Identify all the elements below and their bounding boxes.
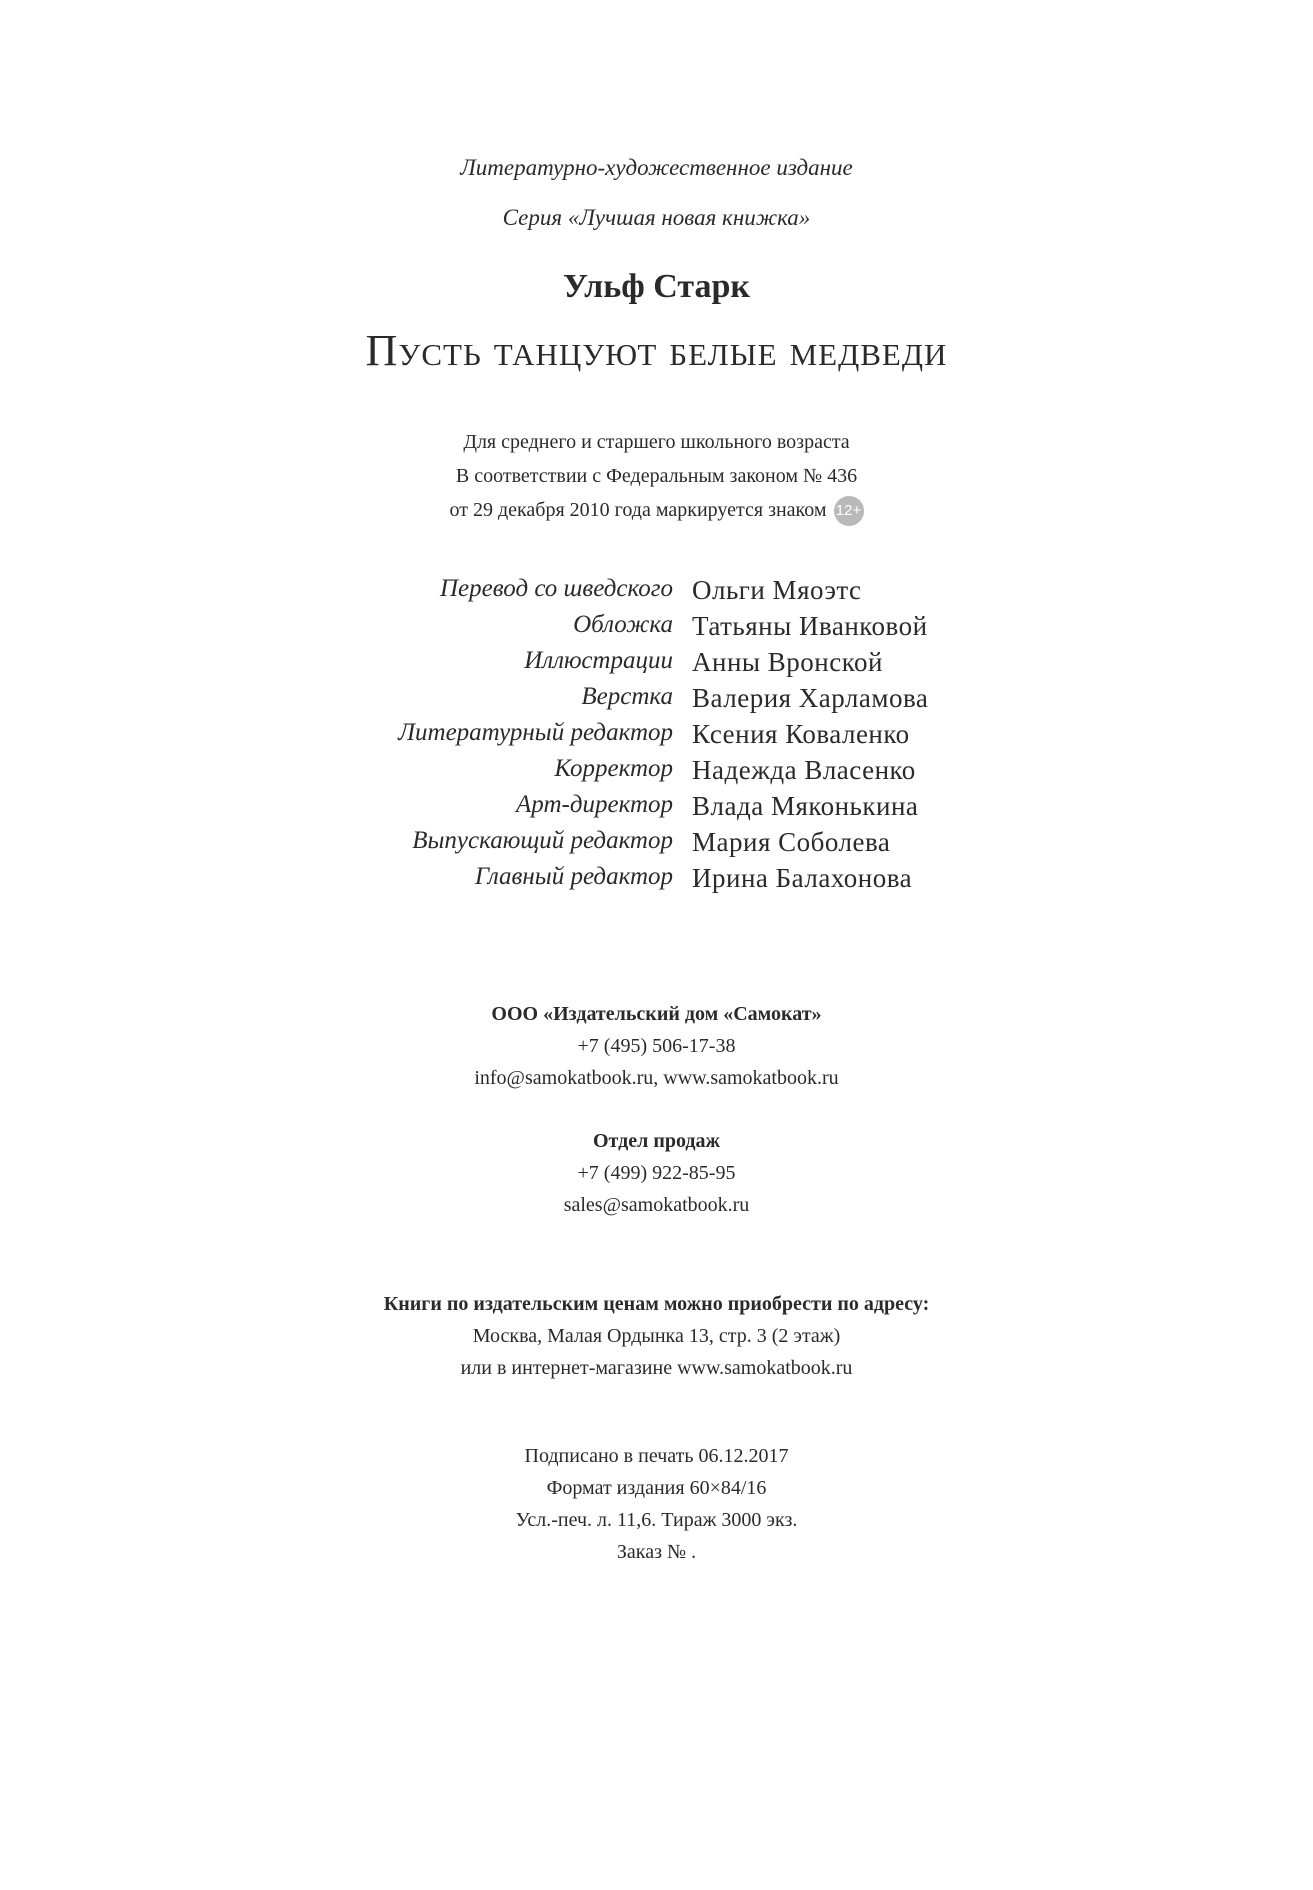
credit-role: Арт-директор — [516, 791, 673, 818]
credit-name: Валерия Харламова — [692, 683, 929, 713]
credit-role: Верстка — [581, 683, 673, 710]
series-name: Серия «Лучшая новая книжка» — [502, 205, 811, 230]
credit-role: Обложка — [573, 611, 673, 638]
credit-name: Надежда Власенко — [692, 755, 916, 785]
print-signed-date: Подписано в печать 06.12.2017 — [524, 1445, 789, 1467]
credit-row — [0, 719, 1313, 755]
credit-role: Выпускающий редактор — [412, 827, 673, 854]
order-number: Заказ № . — [616, 1541, 697, 1563]
age-rating-badge: 12+ — [834, 496, 864, 526]
edition-type: Литературно-художественное издание — [460, 155, 853, 180]
publisher-name: ООО «Издательский дом «Самокат» — [491, 1003, 822, 1025]
purchase-address: Москва, Малая Ордынка 13, стр. 3 (2 этаж) — [472, 1325, 841, 1347]
credit-row — [0, 575, 1313, 611]
age-notice-line: Для среднего и старшего школьного возраста — [463, 431, 850, 453]
publisher-phone: +7 (495) 506-17-38 — [577, 1035, 736, 1057]
print-format: Формат издания 60×84/16 — [546, 1477, 767, 1499]
credit-role: Главный редактор — [474, 863, 673, 890]
credit-name: Ольги Мяоэтс — [692, 575, 862, 605]
credit-role: Литературный редактор — [398, 719, 673, 746]
credit-row — [0, 755, 1313, 791]
credit-row — [0, 683, 1313, 719]
sales-heading: Отдел продаж — [592, 1130, 721, 1152]
credit-name: Ирина Балахонова — [692, 863, 913, 893]
credit-row — [0, 827, 1313, 863]
purchase-online: или в интернет-магазине www.samokatbook.ru — [460, 1357, 853, 1379]
credit-role: Перевод со шведского — [440, 575, 673, 602]
age-notice-text: от 29 декабря 2010 года маркируется знаком — [449, 499, 827, 521]
sales-info — [0, 1125, 1313, 1221]
credit-role: Корректор — [554, 755, 673, 782]
sales-phone: +7 (499) 922-85-95 — [577, 1162, 736, 1184]
credit-name: Влада Мяконькина — [692, 791, 919, 821]
credit-role: Иллюстрации — [524, 647, 673, 674]
credit-row — [0, 611, 1313, 647]
credit-row — [0, 647, 1313, 683]
publisher-info — [0, 998, 1313, 1094]
credit-row — [0, 791, 1313, 827]
purchase-info — [0, 1288, 1313, 1384]
credit-name: Мария Соболева — [692, 827, 891, 857]
age-notice-line: В соответствии с Федеральным законом № 436 — [455, 465, 858, 487]
book-title: Пусть танцуют белые медведи — [365, 326, 948, 375]
author-name: Ульф Старк — [563, 268, 750, 305]
publisher-contacts: info@samokatbook.ru, www.samokatbook.ru — [474, 1067, 839, 1089]
credit-name: Татьяны Иванковой — [692, 611, 928, 641]
credit-name: Анны Вронской — [692, 647, 883, 677]
age-notice — [0, 425, 1313, 527]
print-run: Усл.-печ. л. 11,6. Тираж 3000 экз. — [515, 1509, 798, 1531]
print-details — [0, 1440, 1313, 1568]
age-notice-line — [0, 493, 1313, 527]
credit-name: Ксения Коваленко — [692, 719, 910, 749]
credit-row — [0, 863, 1313, 899]
purchase-heading: Книги по издательским ценам можно приобрести по адресу: — [383, 1293, 930, 1315]
credits-list — [0, 575, 1313, 899]
sales-email: sales@samokatbook.ru — [563, 1194, 750, 1216]
